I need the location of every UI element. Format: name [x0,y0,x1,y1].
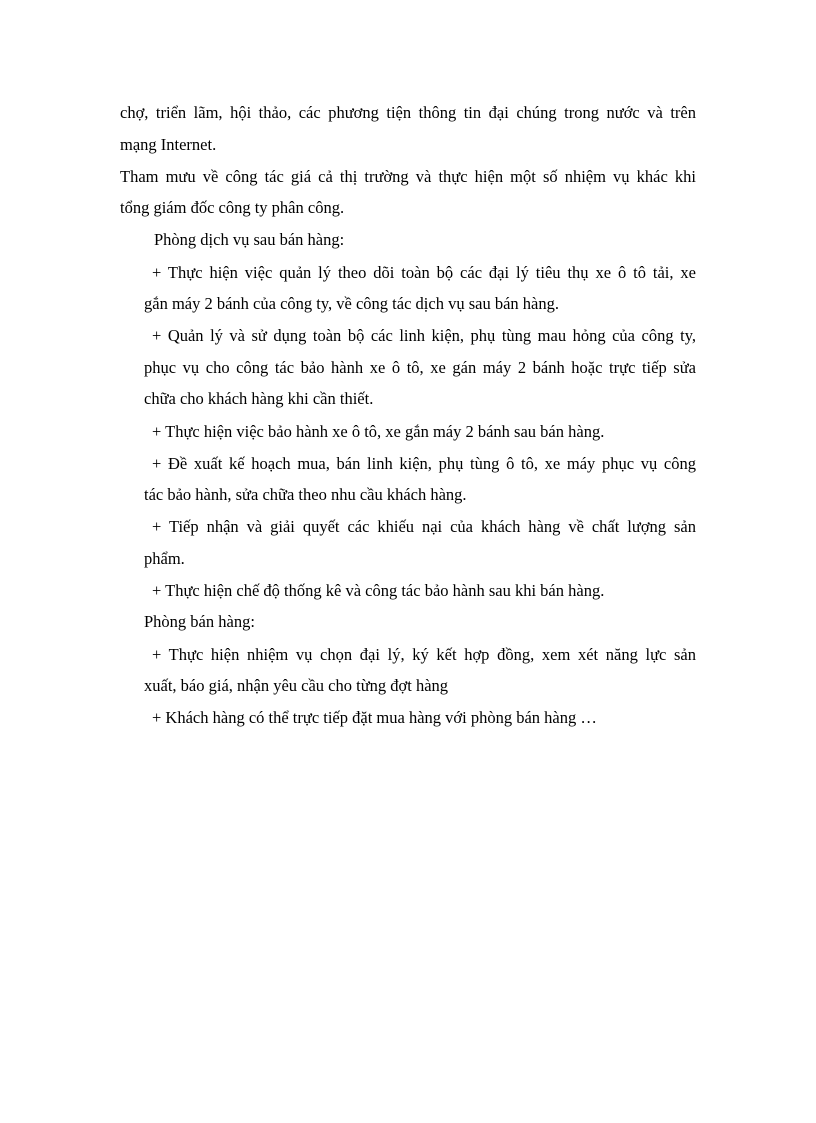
text-line-4: tổng giám đốc công ty phân công. [120,198,345,217]
text-line-1: chợ, triển lãm, hội thảo, các phương tiện thông tin đại chúng trong nước và trên [120,103,696,122]
text-line-14: + Tiếp nhận và giải quyết các khiếu nại của khách hàng về chất lượng sản [152,517,696,536]
text-line-15: phẩm. [144,549,185,568]
text-line-3: Tham mưu về công tác giá cả thị trường và thực hiện một số nhiệm vụ khác khi [120,167,696,186]
text-line-20: + Khách hàng có thể trực tiếp đặt mua hàng với phòng bán hàng … [152,708,597,727]
text-line-13: tác bảo hành, sửa chữa theo nhu cầu khách hàng. [144,485,467,504]
text-line-18: + Thực hiện nhiệm vụ chọn đại lý, ký kết hợp đồng, xem xét năng lực sản [152,645,696,664]
text-line-6: + Thực hiện việc quản lý theo dõi toàn bộ các đại lý tiêu thụ xe ô tô tải, xe [152,263,696,282]
text-line-8: + Quản lý và sử dụng toàn bộ các linh kiện, phụ tùng mau hỏng của công ty, [152,326,696,345]
text-line-2: mạng Internet. [120,135,217,154]
text-line-12: + Đề xuất kế hoạch mua, bán linh kiện, phụ tùng ô tô, xe máy phục vụ công [152,454,696,473]
text-line-16: + Thực hiện chế độ thống kê và công tác bảo hành sau khi bán hàng. [152,581,605,600]
text-line-9: phục vụ cho công tác bảo hành xe ô tô, xe gán máy 2 bánh hoặc trực tiếp sửa [144,358,696,377]
text-line-7: gắn máy 2 bánh của công ty, về công tác dịch vụ sau bán hàng. [144,294,559,313]
section-heading-sales: Phòng bán hàng: [144,612,255,631]
section-heading-after-sales: Phòng dịch vụ sau bán hàng: [154,230,345,249]
text-line-19: xuất, báo giá, nhận yêu cầu cho từng đợt hàng [144,676,449,695]
text-line-10: chữa cho khách hàng khi cần thiết. [144,389,374,408]
text-line-11: + Thực hiện việc bảo hành xe ô tô, xe gắn máy 2 bánh sau bán hàng. [152,422,605,441]
